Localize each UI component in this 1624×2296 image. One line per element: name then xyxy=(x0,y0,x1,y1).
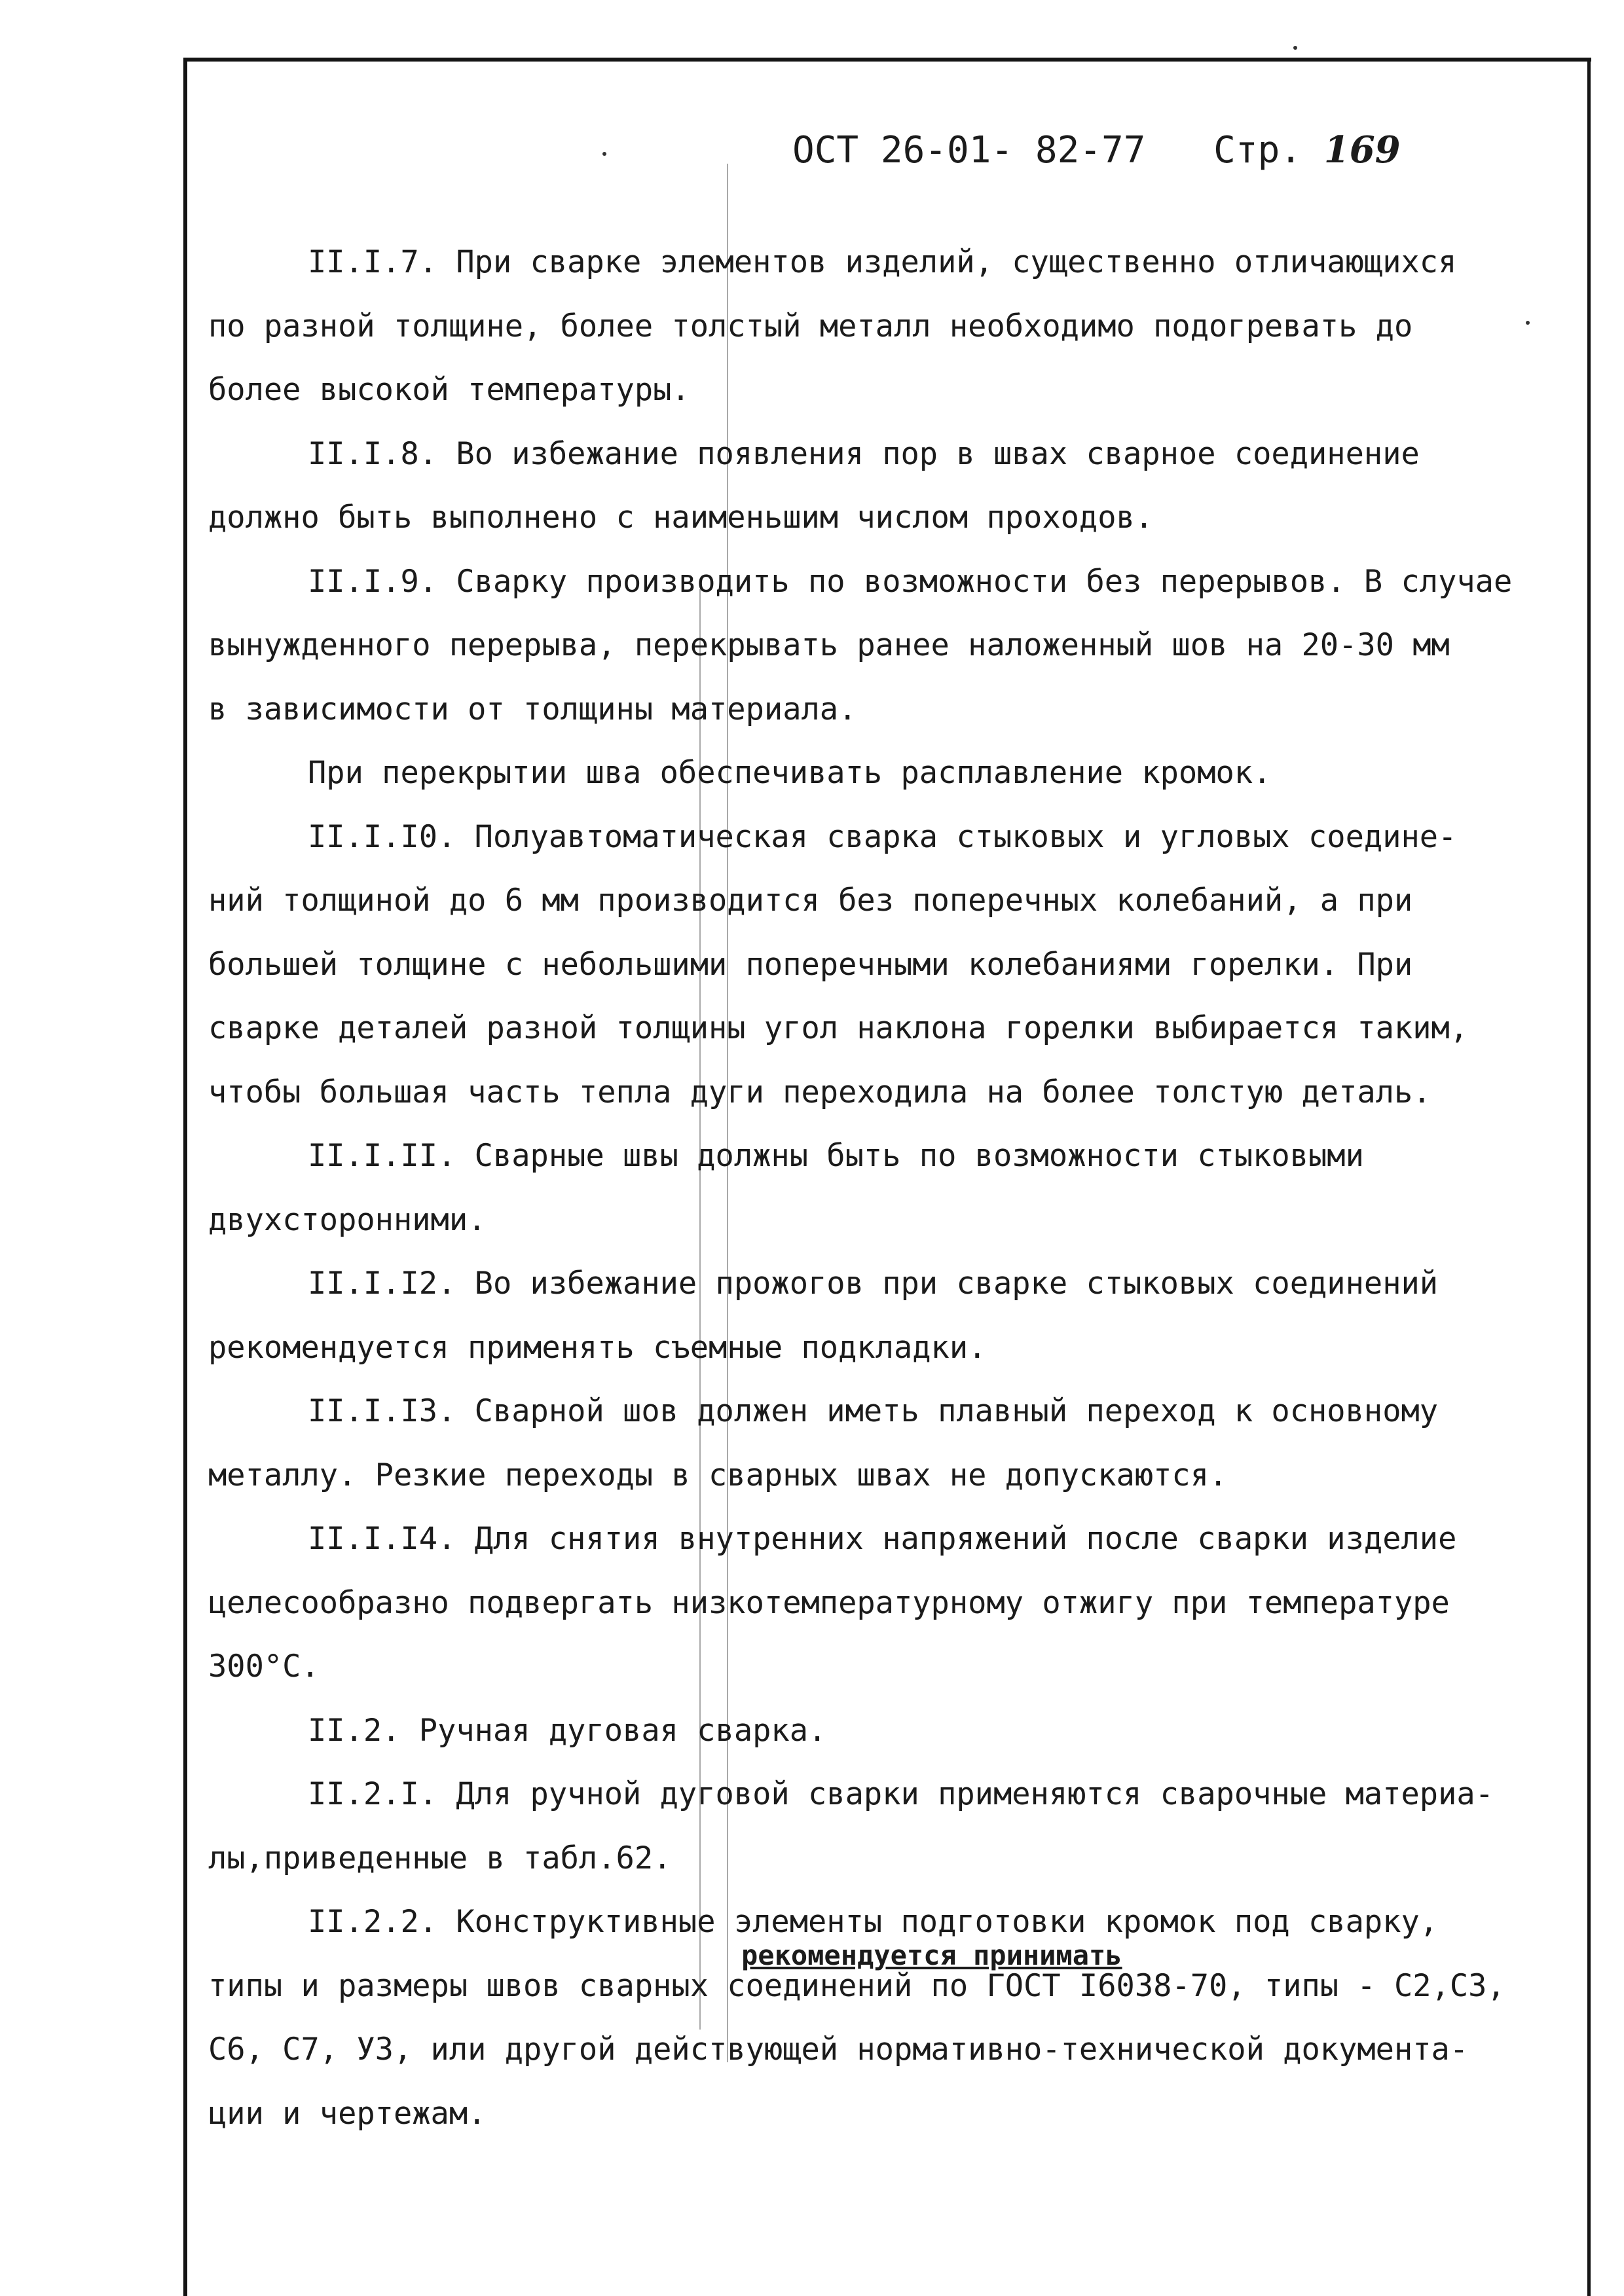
text-line: II.2.I. Для ручной дуговой сварки применяются сварочные материа- xyxy=(308,1776,1494,1812)
text-line: по разной толщине, более толстый металл необходимо подогревать до xyxy=(208,308,1413,344)
scan-speck xyxy=(602,152,606,156)
text-line: вынужденного перерыва, перекрывать ранее наложенный шов на 20-30 мм xyxy=(208,627,1450,663)
text-line: При перекрытии шва обеспечивать расплавление кромок. xyxy=(308,755,1272,791)
text-line: двухсторонними. xyxy=(208,1201,487,1238)
text-line: II.I.I3. Сварной шов должен иметь плавный переход к основному xyxy=(308,1393,1439,1429)
text-line: С6, С7, У3, или другой действующей нормативно-технической документа- xyxy=(208,2032,1469,2068)
page-frame-top xyxy=(183,58,1591,62)
text-line: чтобы большая часть тепла дуги переходила на более толстую деталь. xyxy=(208,1074,1431,1110)
text-line: лы,приведенные в табл.62. xyxy=(208,1840,672,1876)
text-line: большей толщине с небольшими поперечными колебаниями горелки. При xyxy=(208,946,1413,983)
text-line: в зависимости от толщины материала. xyxy=(208,691,857,727)
page-label: Стр. xyxy=(1213,129,1302,172)
text-line: II.I.I2. Во избежание прожогов при сварке стыковых соединений xyxy=(308,1266,1439,1302)
text-line: более высокой температуры. xyxy=(208,372,690,408)
text-line: типы и размеры швов сварных соединений по ГОСТ I6038-70, типы - С2,С3, xyxy=(208,1967,1505,2004)
text-line: сварке деталей разной толщины угол наклона горелки выбирается таким, xyxy=(208,1010,1469,1046)
handwritten-insert: рекомендуется принимать xyxy=(741,1939,1122,1971)
page-frame-left xyxy=(183,58,187,2296)
document-code: ОСТ 26-01- 82-77 xyxy=(792,129,1146,172)
text-line: II.I.7. При сварке элементов изделий, существенно отличающихся xyxy=(308,244,1457,280)
text-line: II.2.2. Конструктивные элементы подготовки кромок под сварку, xyxy=(308,1904,1439,1940)
document-body xyxy=(208,230,1583,2145)
text-line: 300°С. xyxy=(208,1649,320,1685)
scan-speck xyxy=(1293,46,1297,50)
text-line: II.I.I4. Для снятия внутренних напряжений после сварки изделие xyxy=(308,1521,1457,1557)
page-header xyxy=(792,128,1401,172)
text-line: II.I.I0. Полуавтоматическая сварка стыковых и угловых соедине- xyxy=(308,818,1457,855)
text-line: II.I.8. Во избежание появления пор в швах сварное соединение xyxy=(308,435,1420,472)
text-line: ции и чертежам. xyxy=(208,2095,487,2132)
text-line: рекомендуется применять съемные подкладки. xyxy=(208,1329,987,1366)
scan-speck xyxy=(1526,321,1530,325)
text-line: II.I.9. Сварку производить по возможности без перерывов. В случае xyxy=(308,563,1513,600)
text-line: целесообразно подвергать низкотемпературному отжигу при температуре xyxy=(208,1584,1450,1621)
text-line: II.2. Ручная дуговая сварка. xyxy=(308,1712,827,1749)
page-number: 169 xyxy=(1323,128,1401,172)
text-line: должно быть выполнено с наименьшим числом проходов. xyxy=(208,500,1154,536)
text-line: металлу. Резкие переходы в сварных швах не допускаются. xyxy=(208,1457,1228,1493)
page-frame-right xyxy=(1587,58,1591,2296)
text-line: II.I.II. Сварные швы должны быть по возможности стыковыми xyxy=(308,1138,1364,1174)
text-line: ний толщиной до 6 мм производится без поперечных колебаний, а при xyxy=(208,883,1413,919)
